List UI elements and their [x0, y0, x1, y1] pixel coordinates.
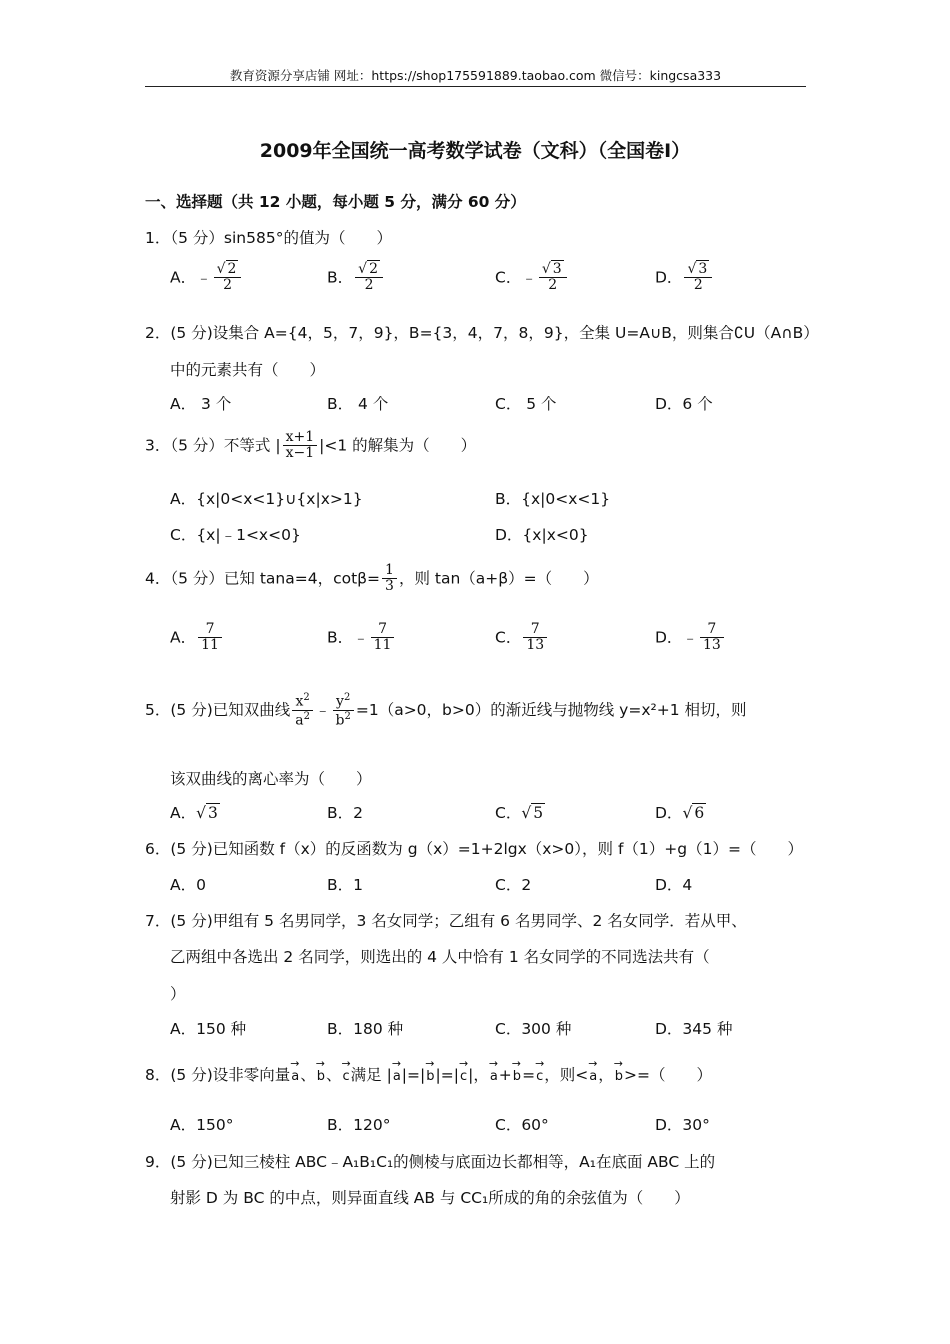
question-2-option-c: C． 5 个: [495, 395, 557, 413]
question-7-stem: 7．(5 分)甲组有 5 名男同学，3 名女同学；乙组有 6 名男同学、2 名女同学．若从甲、: [145, 912, 747, 930]
question-7-option-b: B．180 种: [327, 1020, 404, 1038]
question-1-option-d: D． $\frac{√ 3}{2}$: [655, 262, 714, 294]
question-2-option-d: D．6 个: [655, 395, 713, 413]
question-7-option-a: A．150 种: [170, 1020, 247, 1038]
question-6-option-c: C．2: [495, 876, 532, 894]
question-4-option-c: C． $\frac{7}{13}$: [495, 622, 549, 654]
question-2-continuation: 中的元素共有（ ）: [170, 361, 326, 379]
question-4-stem: 4．（5 分）已知 tana=4，cotβ= $\frac{1}{3}$ ，则 tan（a+β）=（ ）: [145, 562, 599, 595]
question-2-option-b: B． 4 个: [327, 395, 389, 413]
question-5-option-c: C．√ 5: [495, 804, 544, 822]
question-8-option-b: B．120°: [327, 1116, 391, 1134]
question-9-stem: 9．(5 分)已知三棱柱 ABC﹣A₁B₁C₁的侧棱与底面边长都相等，A₁在底面 ABC 上的: [145, 1153, 716, 1171]
question-7-option-d: D．345 种: [655, 1020, 733, 1038]
header-divider: [145, 86, 806, 87]
question-5-option-a: A．√ 3: [170, 804, 218, 822]
question-6-option-d: D．4: [655, 876, 693, 894]
question-7-continuation-1: 乙两组中各选出 2 名同学，则选出的 4 人中恰有 1 名女同学的不同选法共有（: [170, 948, 710, 966]
question-1-option-b: B． $\frac{√ 2}{2}$: [327, 262, 385, 294]
question-3-stem: 3．（5 分）不等式 | $\frac{x+1}{x-1}$ |<1 的解集为（ ）: [145, 429, 477, 462]
question-3-option-b: B．{x|0<x<1}: [495, 490, 611, 508]
question-7-continuation-2: ）: [170, 985, 186, 1003]
question-6-option-b: B．1: [327, 876, 363, 894]
question-1-stem: 1．（5 分）sin585°的值为（ ）: [145, 229, 392, 247]
question-9-continuation: 射影 D 为 BC 的中点，则异面直线 AB 与 CC₁所成的角的余弦值为（ ）: [170, 1189, 690, 1207]
question-1-option-a: A．﹣ $\frac{√ 2}{2}$: [170, 262, 243, 294]
page-title: 2009年全国统一高考数学试卷（文科）（全国卷Ⅰ）: [259, 140, 691, 162]
question-3-option-d: D．{x|x<0}: [495, 526, 589, 544]
question-8-option-c: C．60°: [495, 1116, 549, 1134]
question-6-option-a: A．0: [170, 876, 206, 894]
question-3-option-a: A．{x|0<x<1}∪{x|x>1}: [170, 490, 363, 508]
question-8-option-a: A．150°: [170, 1116, 234, 1134]
question-8-stem: 8．(5 分)设非零向量→ a、→ b、→ c满足 |→ a|=|→ b|=|→ c|，→ a+→ b=→ c，则<→ a，→ b>=（ ）: [145, 1063, 712, 1085]
question-7-option-c: C．300 种: [495, 1020, 572, 1038]
question-1-option-c: C．﹣ $\frac{√ 3}{2}$: [495, 262, 569, 294]
question-2-option-a: A． 3 个: [170, 395, 232, 413]
question-8-option-d: D．30°: [655, 1116, 710, 1134]
question-5-continuation: 该双曲线的离心率为（ ）: [170, 770, 372, 788]
question-6-stem: 6．(5 分)已知函数 f（x）的反函数为 g（x）=1+2lgx（x>0），则 f（1）+g（1）=（ ）: [145, 840, 803, 858]
question-5-option-d: D．√ 6: [655, 804, 705, 822]
question-4-option-a: A． $\frac{7}{11}$: [170, 622, 224, 654]
question-3-option-c: C．{x|﹣1<x<0}: [170, 526, 301, 544]
question-5-option-b: B．2: [327, 804, 363, 822]
page-header: 教育资源分享店铺 网址：https://shop175591889.taobao.com 微信号：kingcsa333: [229, 68, 722, 83]
section-heading: 一、选择题（共 12 小题，每小题 5 分，满分 60 分）: [145, 193, 526, 211]
question-5-stem: 5．(5 分)已知双曲线 $\frac{x^2}{a^2}$ ﹣ $\frac{y^2}{b^2}$ =1（a>0，b>0）的渐近线与抛物线 y=x²+1 相切，则: [145, 692, 747, 729]
question-2-stem: 2．(5 分)设集合 A={4，5，7，9}，B={3，4，7，8，9}，全集 U=A∪B，则集合∁U（A∩B）: [145, 324, 819, 342]
question-4-option-d: D．﹣ $\frac{7}{13}$: [655, 622, 726, 654]
question-4-option-b: B．﹣ $\frac{7}{11}$: [327, 622, 396, 654]
